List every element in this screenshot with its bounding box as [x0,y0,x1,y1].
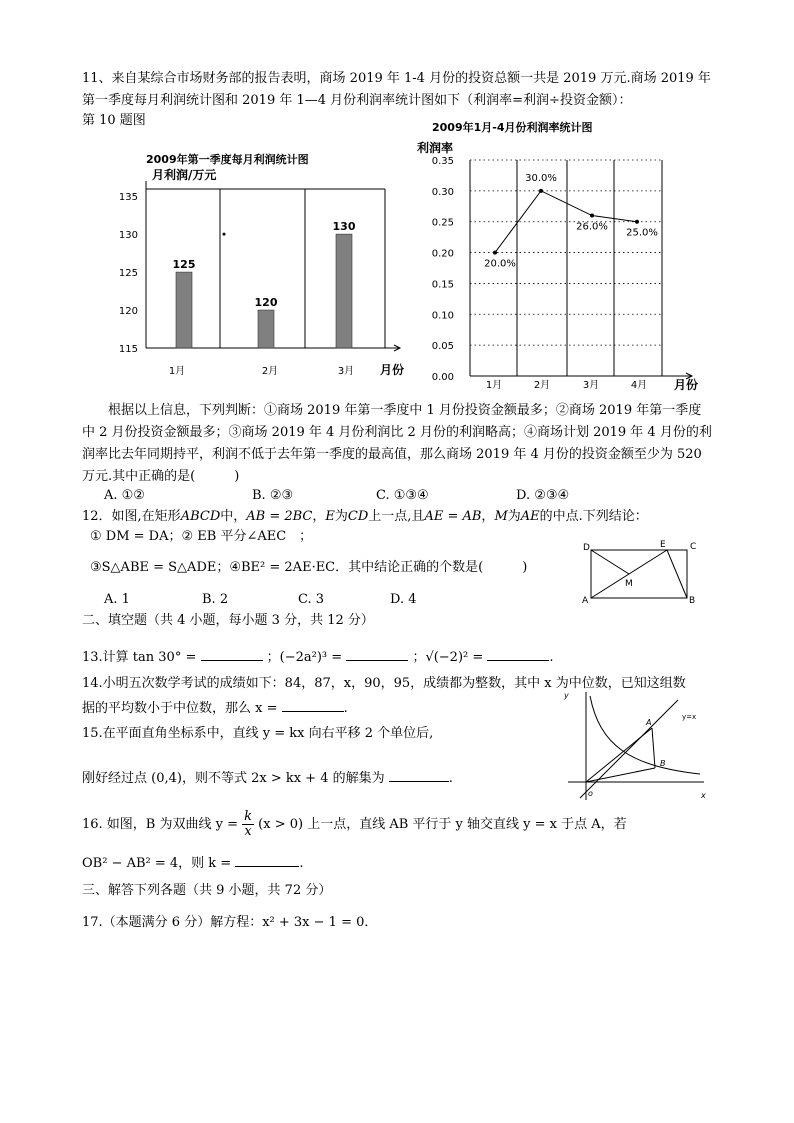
line-category-label: 2月 [533,380,551,391]
bar-category-label: 2月 [261,366,279,377]
hyperbola-figure [560,686,710,806]
q16-text-c: OB² − AB² = 4，则 k = [82,856,232,871]
line-data-label: 25.0% [626,227,658,239]
q14-line1: 14.小明五次数学考试的成绩如下：84，87，x，90，95，成绩都为整数，其中 x 为中位数，已知这组数 [82,676,686,691]
line-y-tick-label: 0.35 [431,156,454,167]
q12-option-d[interactable]: D. 4 [390,592,417,607]
q13-line [82,646,554,667]
q12-text-c: ， [312,509,326,524]
q12-conclusions-2: ③S△ABE = S△ADE；④BE² = 2AE·EC．其中结论正确的个数是( ) [90,560,528,575]
q16-period: . [299,856,304,871]
q15-text: 刚好经过点 (0,4)，则不等式 2x > kx + 4 的解集为 [82,771,385,786]
bar [176,272,192,348]
q12-text-e: 上一点,且 [368,509,425,524]
bar-category-label: 1月 [168,366,186,377]
bar-marker-dot [223,233,226,236]
q11-option-c[interactable]: C. ①③④ [376,488,429,503]
q12-text-f: ， [481,509,495,524]
q11-body2: 中 2 月份投资金额最多；③商场 2019 年 4 月份利润比 2 月份的利润略高；④商场计划 2019 年 4 月份的利 [82,425,712,440]
profit-bar-chart [100,148,410,388]
q12-seg-ae: AE [520,509,540,524]
q12-option-a[interactable]: A. 1 [104,592,130,607]
bar-category-label: 3月 [337,366,355,377]
line-y-tick-label: 0.30 [431,186,454,198]
bar-data-label: 130 [332,220,356,234]
line-y-tick-label: 0.00 [431,372,454,383]
q16-frac-num: k [244,809,253,824]
line-data-label: 30.0% [525,172,557,184]
rectangle-figure [580,540,700,606]
bar-chart-xlabel: 月份 [380,363,405,377]
q13-blank-3[interactable] [487,646,549,661]
bar-data-label: 125 [172,258,196,272]
bar-data-label: 120 [254,296,278,310]
bar-y-tick-label: 125 [118,268,138,280]
q11-option-a[interactable]: A. ①② [104,488,145,503]
q16-line2 [82,852,303,873]
line-point [635,220,639,224]
q12-conclusions-1: ① DM = DA；② EB 平分∠AEC ； [90,529,313,544]
q13-part-c: ；√(−2)² = [412,650,484,665]
q11-line2: 第一季度每月利润统计图和 2019 年 1—4 月份利润率统计图如下（利润率=利润÷投资金额）： [82,93,632,108]
line-point [539,189,543,193]
axis-y-label: y [564,691,569,700]
bar-chart-ylabel: 月利润/万元 [152,168,217,182]
label-b: B [689,596,696,606]
q14-blank[interactable] [282,697,344,712]
bar-y-tick-label: 130 [118,230,138,242]
bar [336,234,352,348]
q12-cond1: AB = 2BC [246,509,313,524]
label-a: A [582,596,589,606]
q12-text-h: 的中点.下列结论： [539,509,648,524]
q12-cond2: AE = AB [424,509,482,524]
label-m: M [625,579,633,589]
q12-text-a: 12．如图,在矩形 [82,509,181,524]
q16-blank[interactable] [235,852,299,867]
q12-rect-name: ABCD [180,509,221,524]
q12-line1 [82,508,648,526]
section-3-heading: 三、解答下列各题（共 9 小题，共 72 分） [82,883,332,898]
q11-body1: 根据以上信息，下列判断：①商场 2019 年第一季度中 1 月份投资金额最多；②商场 2019 年第一季度 [108,403,702,418]
bar-chart-title: 2009年第一季度每月利润统计图 [146,153,309,166]
label-c: C [690,542,697,552]
q12-option-b[interactable]: B. 2 [202,592,229,607]
profit-rate-line-chart [412,118,712,393]
q11-line1: 11、来自某综合市场财务部的报告表明，商场 2019 年 1-4 月份的投资总额一共是 2019 万元.商场 2019 年 [82,71,711,86]
q17-line: 17.（本题满分 6 分）解方程：x² + 3x − 1 = 0． [82,915,378,930]
line-chart-title: 2009年1月-4月份利润率统计图 [432,121,593,134]
bar-y-tick-label: 135 [118,192,138,204]
line-category-label: 4月 [630,380,648,391]
line-y-tick-label: 0.05 [431,341,454,353]
q12-point-m: M [494,509,508,524]
q12-text-d: 为 [334,509,348,524]
bar [258,310,274,348]
label-e: E [660,540,666,550]
q14-line2 [82,697,348,718]
line-y-tick-label: 0.25 [431,217,454,229]
q13-blank-1[interactable] [201,646,263,661]
label-d: D [583,543,590,553]
line-yx-label: y=x [682,713,697,721]
line-data-label: 20.0% [484,258,516,270]
q16-text-a: 16. 如图，B 为双曲线 y = [82,817,238,832]
q12-option-c[interactable]: C. 3 [298,592,325,607]
q15-line2 [82,767,453,788]
q11-body4: 万元.其中正确的是( ) [82,469,240,484]
q12-seg-cd: CD [347,509,369,524]
q16-line1 [82,810,627,839]
q12-point-e: E [325,509,335,524]
line-chart-ylabel: 利润率 [417,141,454,155]
q13-part-b: ；(−2a²)³ = [266,650,343,665]
q15-period: . [448,771,453,786]
q14-period: . [343,701,348,716]
q14-text: 据的平均数小于中位数，那么 x = [82,701,278,716]
line-y-tick-label: 0.10 [431,310,454,322]
origin-label: o [588,789,593,798]
q11-option-d[interactable]: D. ②③④ [516,488,570,503]
line-point [493,251,497,255]
q11-option-b[interactable]: B. ②③ [252,488,294,503]
point-a-label: A [646,718,652,727]
bar-y-tick-label: 120 [118,306,138,318]
q13-part-d: . [549,650,554,665]
line-chart-xlabel: 月份 [674,378,699,392]
point-b-label: B [660,759,666,768]
line-data-label: 26.0% [576,221,608,233]
axis-x-label: x [701,791,706,800]
q15-line1: 15.在平面直角坐标系中，直线 y = kx 向右平移 2 个单位后, [82,726,434,741]
line-y-tick-label: 0.15 [431,279,454,291]
q16-fraction [242,810,254,839]
bar-y-tick-label: 115 [118,344,138,355]
q12-text-g: 为 [507,509,521,524]
line-point [590,214,594,218]
q13-part-a: 13.计算 tan 30° = [82,650,197,665]
line-category-label: 3月 [582,380,600,391]
q11-figure-caption: 第 10 题图 [82,113,146,128]
q13-blank-2[interactable] [346,646,408,661]
q16-text-b: (x > 0) 上一点，直线 AB 平行于 y 轴交直线 y = x 于点 A，若 [258,817,627,832]
section-2-heading: 二、填空题（共 4 小题，每小题 3 分，共 12 分） [82,613,374,628]
line-category-label: 1月 [485,380,503,391]
q15-blank[interactable] [389,767,449,782]
q16-frac-den: x [244,824,252,839]
q11-body3: 润率比去年同期持平，利润不低于去年第一季度的最高值，那么商场 2019 年 4 月份的投资金额至少为 520 [82,447,702,462]
q12-text-b: 中， [220,509,247,524]
line-y-tick-label: 0.20 [431,248,454,260]
